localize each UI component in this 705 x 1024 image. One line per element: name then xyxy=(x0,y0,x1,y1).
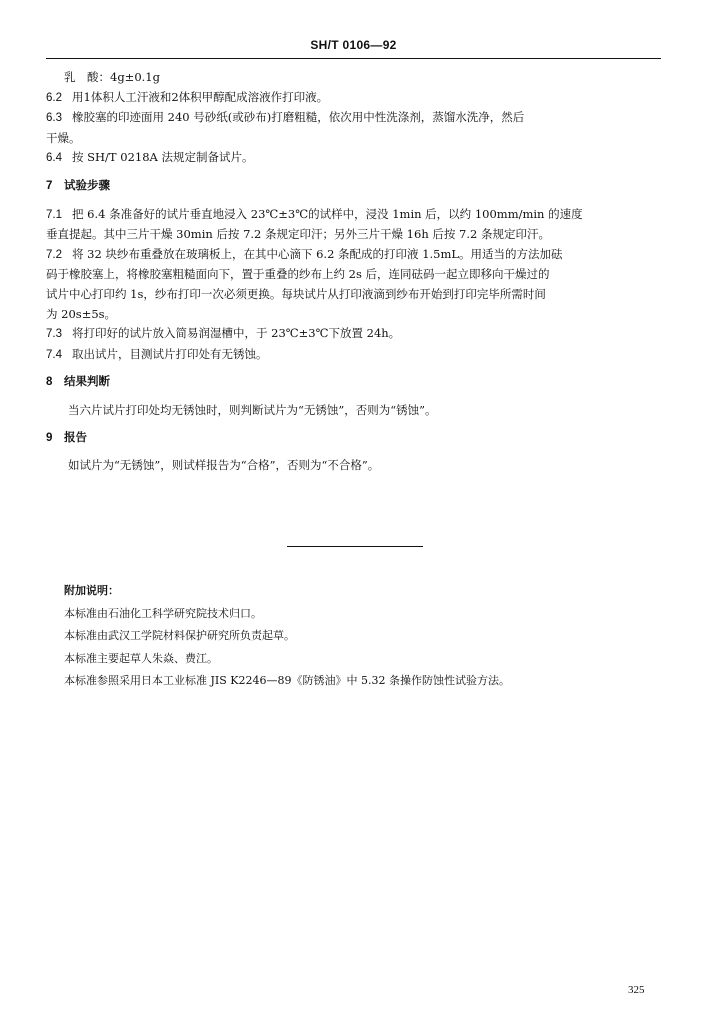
standard-code-header: SH/T 0106—92 xyxy=(310,38,397,52)
section-title: 报告 xyxy=(64,431,87,444)
section-heading-7 xyxy=(46,177,661,197)
result-paragraph: 当六片试片打印处均无锈蚀时，则判断试片为“无锈蚀”，否则为“锈蚀”。 xyxy=(68,402,437,417)
clause-7-1-continued: 垂直提起。其中三片干燥 30min 后按 7.2 条规定印汗；另外三片干燥 16h 后按 7.2 条规定印汗。 xyxy=(46,227,550,242)
clause-7-3 xyxy=(46,324,661,345)
section-title: 试验步骤 xyxy=(64,179,110,192)
clause-text: 按 SH/T 0218A 法规定制备试片。 xyxy=(72,150,254,165)
end-rule xyxy=(287,546,423,547)
section-number: 9 xyxy=(46,431,53,444)
clause-7-1 xyxy=(46,205,661,226)
report-paragraph: 如试片为“无锈蚀”，则试样报告为“合格”，否则为“不合格”。 xyxy=(68,458,380,473)
clause-text: 将打印好的试片放入简易润湿槽中，于 23℃±3℃下放置 24h。 xyxy=(72,326,401,341)
clause-number: 6.2 xyxy=(46,91,62,104)
clause-number: 7.1 xyxy=(46,208,62,221)
clause-text: 取出试片，目测试片打印处有无锈蚀。 xyxy=(72,346,268,361)
clause-7-2-continued: 码于橡胶塞上，将橡胶塞粗糙面向下，置于重叠的纱布上约 2s 后，连同砝码一起立即移向干燥过的 xyxy=(46,267,550,282)
page-number: 325 xyxy=(628,984,645,996)
section-title: 结果判断 xyxy=(64,376,110,389)
clause-number: 6.4 xyxy=(46,152,62,165)
clause-6-3 xyxy=(46,108,661,129)
clause-7-2-continued: 为 20s±5s。 xyxy=(46,306,117,321)
section-heading-8 xyxy=(46,373,661,393)
section-number: 7 xyxy=(46,179,53,192)
section-heading-9 xyxy=(46,429,661,449)
section-number: 8 xyxy=(46,376,53,389)
clause-text: 把 6.4 条准备好的试片垂直地浸入 23℃±3℃的试样中，浸没 1min 后，以约 100mm/min 的速度 xyxy=(72,206,583,221)
lactic-acid-line: 乳 酸：4g±0.1g xyxy=(64,70,160,84)
clause-text: 橡胶塞的印迹面用 240 号砂纸(或砂布)打磨粗糙，依次用中性洗涤剂，蒸馏水洗净，然后 xyxy=(72,110,525,125)
notes-line: 本标准主要起草人朱焱、费江。 xyxy=(64,651,218,665)
clause-7-2 xyxy=(46,245,661,266)
body-text xyxy=(46,68,661,476)
clause-text: 用1体积人工汗液和2体积甲醇配成溶液作打印液。 xyxy=(72,89,329,104)
clause-7-4 xyxy=(46,345,661,366)
clause-number: 7.2 xyxy=(46,248,62,261)
clause-number: 7.4 xyxy=(46,348,62,361)
notes-line: 本标准参照采用日本工业标准 JIS K2246—89《防锈油》中 5.32 条操作防蚀性试验方法。 xyxy=(64,674,510,687)
clause-number: 7.3 xyxy=(46,328,62,341)
notes-title: 附加说明： xyxy=(64,585,119,597)
clause-7-2-continued: 试片中心打印约 1s，纱布打印一次必须更换。每块试片从打印液滴到纱布开始到打印完毕所需时间 xyxy=(46,286,546,301)
additional-notes xyxy=(64,580,654,693)
header-rule xyxy=(46,58,661,59)
clause-6-3-continued: 干燥。 xyxy=(46,130,81,145)
notes-line: 本标准由武汉工学院材料保护研究所负责起草。 xyxy=(64,629,295,642)
notes-line: 本标准由石油化工科学研究院技术归口。 xyxy=(64,606,262,620)
clause-text: 将 32 块纱布重叠放在玻璃板上，在其中心滴下 6.2 条配成的打印液 1.5mL。用适当的方法加砝 xyxy=(72,246,563,261)
clause-number: 6.3 xyxy=(46,112,62,125)
clause-6-2 xyxy=(46,88,661,109)
clause-6-4 xyxy=(46,148,661,169)
